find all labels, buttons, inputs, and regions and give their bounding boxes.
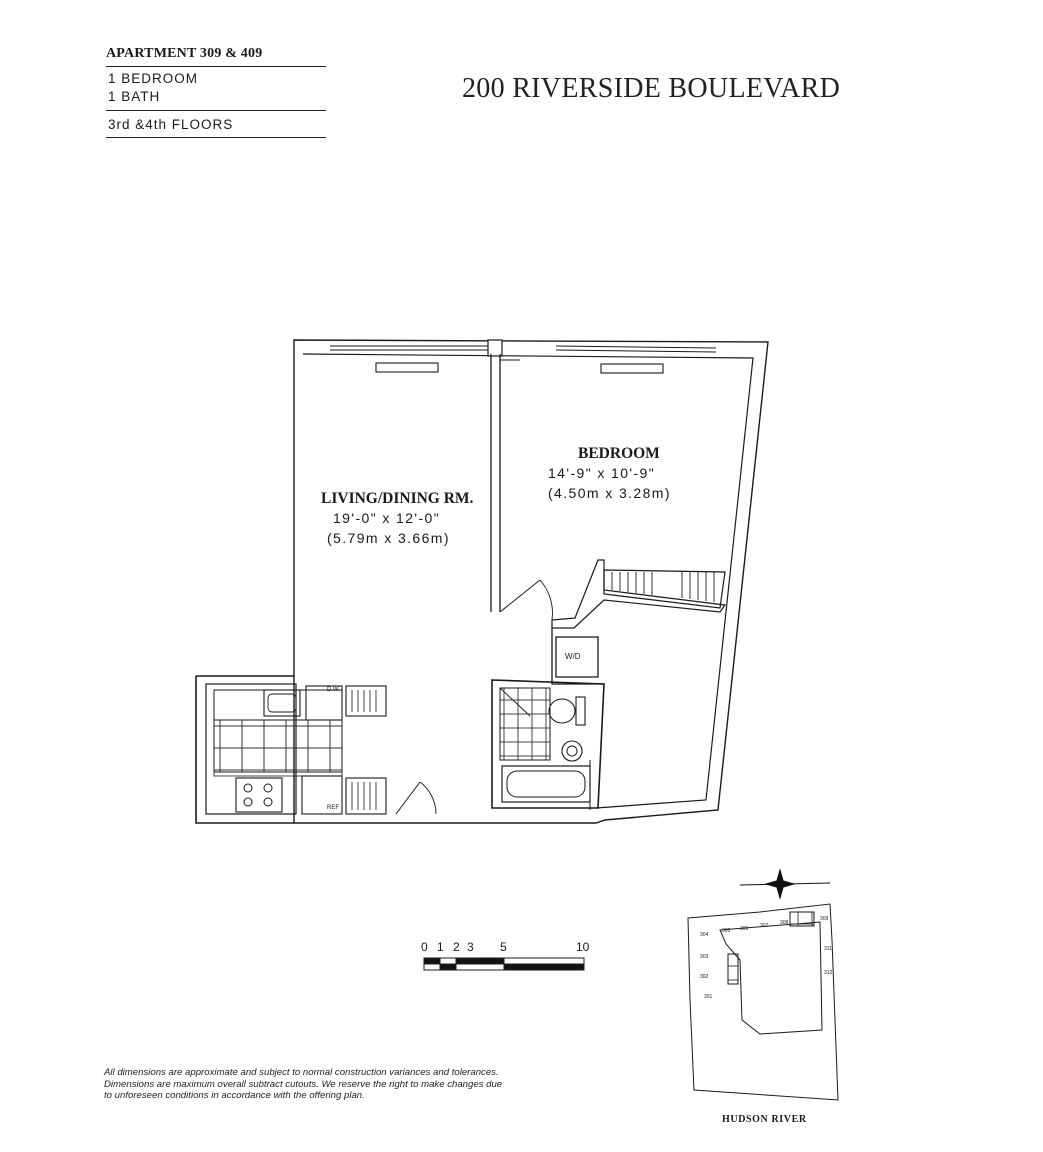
scale-label: 3 <box>467 940 474 954</box>
living-room-dimensions: 19'-0" x 12'-0" <box>333 510 441 526</box>
living-room-name: LIVING/DINING RM. <box>321 490 474 507</box>
north-arrow-icon <box>740 870 830 898</box>
key-plan-unit: 308 <box>780 920 789 926</box>
disclaimer-line: to unforeseen conditions in accordance with the offering plan. <box>104 1090 365 1101</box>
scale-label: 10 <box>576 940 590 954</box>
scale-label: 2 <box>453 940 460 954</box>
stove <box>236 778 282 812</box>
bedroom-name: BEDROOM <box>578 445 660 462</box>
bath-count: 1 BATH <box>108 89 161 104</box>
toilet <box>549 699 575 723</box>
scale-label: 5 <box>500 940 507 954</box>
key-plan-unit: 304 <box>700 932 709 938</box>
key-plan-unit: 307 <box>760 923 769 929</box>
river-label: HUDSON RIVER <box>722 1114 807 1125</box>
disclaimer-line: All dimensions are approximate and subject to normal construction variances and tolerances. <box>104 1067 499 1078</box>
building-name: 200 RIVERSIDE BOULEVARD <box>462 73 841 104</box>
key-plan-unit: 306 <box>740 926 749 932</box>
key-plan-unit: 311 <box>824 946 832 952</box>
scale-label: 0 <box>421 940 428 954</box>
scale-label: 1 <box>437 940 444 954</box>
entry-door <box>396 782 420 814</box>
scale-bar <box>424 958 584 970</box>
key-plan <box>688 904 838 1100</box>
disclaimer-line: Dimensions are maximum overall subtract cutouts. We reserve the right to make changes due <box>104 1078 503 1090</box>
living-room-metric: (5.79m x 3.66m) <box>327 530 450 546</box>
apartment-title: APARTMENT 309 & 409 <box>106 46 263 61</box>
key-plan-unit: 301 <box>704 994 713 1000</box>
key-plan-unit: 312 <box>824 970 833 976</box>
bedroom-metric: (4.50m x 3.28m) <box>548 485 671 501</box>
washer-dryer-label: W/D <box>565 652 581 661</box>
dishwasher-label: D.W. <box>327 687 340 693</box>
bedroom-count: 1 BEDROOM <box>108 71 199 86</box>
key-plan-unit: 305 <box>722 928 731 934</box>
disclaimer <box>104 1067 644 1102</box>
refrigerator-label: REF <box>327 805 339 811</box>
bathroom-sink <box>562 741 582 761</box>
key-plan-unit: 303 <box>700 954 709 960</box>
key-plan-unit: 302 <box>700 974 709 980</box>
floors-label: 3rd &4th FLOORS <box>108 117 234 132</box>
key-plan-unit: 309 <box>820 916 829 922</box>
bedroom-dimensions: 14'-9" x 10'-9" <box>548 465 656 481</box>
